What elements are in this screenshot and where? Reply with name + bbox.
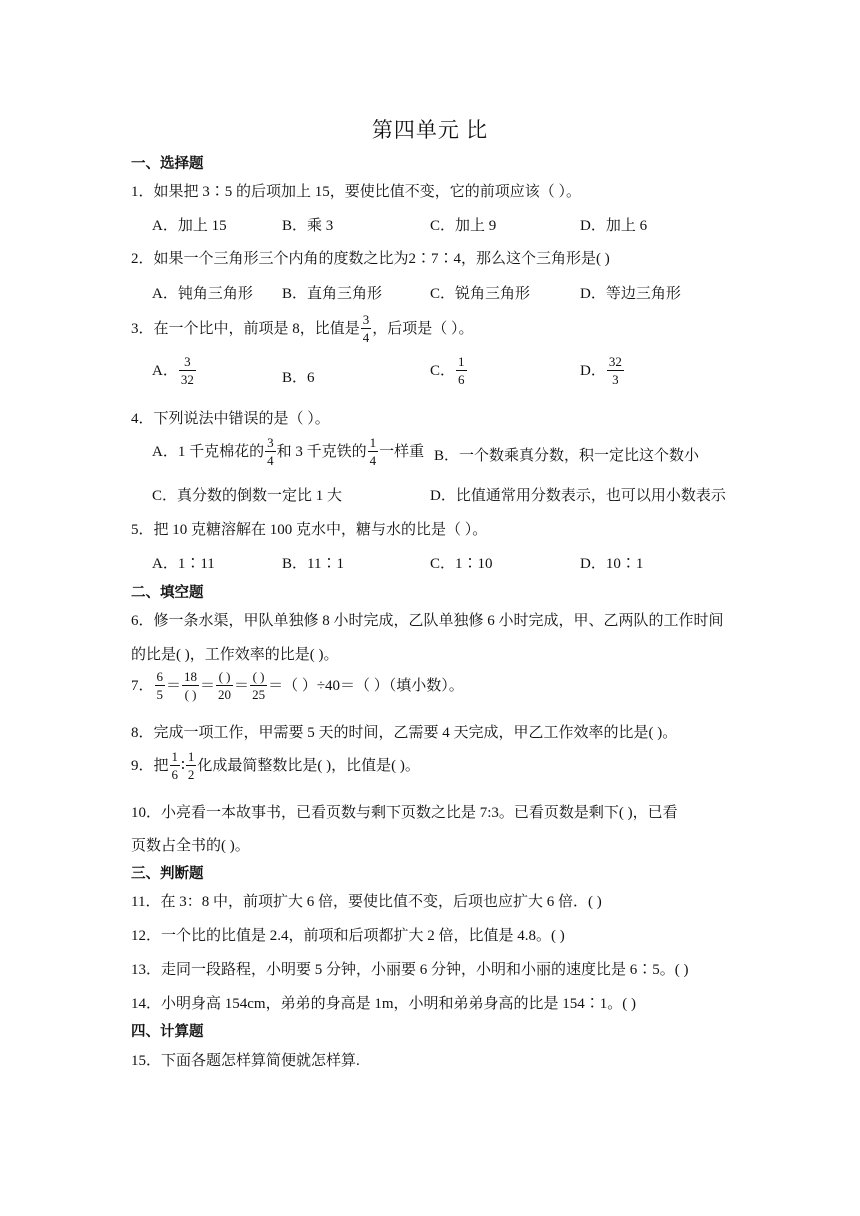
q3-option-b: B．6	[282, 370, 315, 386]
q7-f4-numerator-blank: ( )	[250, 670, 267, 686]
q7-f4-denominator: 25	[252, 687, 266, 702]
q7-fraction-2	[182, 670, 199, 701]
section-heading-choice: 一、选择题	[131, 156, 204, 172]
q7-f3-numerator-blank: ( )	[216, 670, 233, 686]
q4-option-a-fraction-2	[368, 436, 379, 467]
question-13: 13．走同一段路程，小明要 5 分钟，小丽要 6 分钟，小明和小丽的速度比是 6∶5。( )	[131, 962, 689, 978]
q9-fraction-1	[170, 750, 181, 781]
section-heading-judge: 三、判断题	[131, 866, 204, 882]
question-2: 2．如果一个三角形三个内角的度数之比为2∶7∶4，那么这个三角形是( )	[131, 251, 610, 267]
q7-tail: ＝（ ）÷40＝（ ）（填小数）。	[268, 677, 464, 694]
q4-option-a-mid: 和 3 千克铁的	[276, 443, 367, 460]
q2-option-b: B．直角三角形	[282, 286, 383, 302]
q5-option-d: D．10∶1	[580, 556, 644, 572]
q3-option-c-fraction	[456, 355, 467, 386]
q4-option-a-denominator-2: 4	[369, 453, 377, 468]
q3-option-a	[152, 356, 197, 387]
section-heading-calc: 四、计算题	[131, 1024, 204, 1040]
q5-option-c: C．1∶10	[430, 556, 493, 572]
q4-option-a-fraction-1	[265, 436, 276, 467]
question-11: 11．在 3：8 中，前项扩大 6 倍，要使比值不变，后项也应扩大 6 倍．( )	[131, 894, 602, 910]
q7-f3-denominator: 20	[218, 687, 232, 702]
q7-equals-1: ＝	[166, 677, 182, 694]
q3-option-c-label: C．	[430, 362, 456, 379]
q4-option-a-post: 一样重	[379, 443, 425, 460]
q3-fraction-numerator: 3	[362, 312, 370, 327]
q3-option-a-numerator: 3	[179, 355, 196, 371]
q7-label: 7．	[131, 677, 154, 694]
q4-option-a-numerator-2: 1	[369, 435, 377, 450]
q1-option-a: A．加上 15	[152, 218, 227, 234]
q3-option-d-fraction	[607, 355, 624, 386]
question-4: 4．下列说法中错误的是（ ）。	[131, 411, 330, 427]
q3-fraction	[361, 313, 372, 344]
q4-option-a-denominator-1: 4	[267, 453, 274, 468]
q3-option-a-fraction	[179, 355, 196, 386]
q3-option-c	[430, 356, 468, 387]
q4-option-a	[152, 437, 424, 468]
q9-f2-numerator: 1	[187, 749, 195, 764]
q3-option-d-denominator: 3	[612, 372, 619, 387]
q3-option-c-numerator: 1	[458, 354, 465, 369]
question-5: 5．把 10 克糖溶解在 100 克水中，糖与水的比是（ ）。	[131, 522, 488, 538]
question-7	[131, 671, 464, 702]
q7-fraction-4	[250, 670, 267, 701]
question-10-line-2: 页数占全书的( )。	[131, 838, 250, 854]
q9-fraction-2	[186, 750, 197, 781]
q4-option-a-pre: A．1 千克棉花的	[152, 443, 265, 460]
q2-option-c: C．锐角三角形	[430, 286, 531, 302]
q7-f2-numerator: 18	[184, 669, 198, 684]
q1-option-b: B．乘 3	[282, 218, 334, 234]
q3-fraction-denominator: 4	[362, 330, 370, 345]
q3-stem-post: ，后项是（ ）。	[372, 320, 474, 337]
question-6-line-1: 6．修一条水渠，甲队单独修 8 小时完成，乙队单独修 6 小时完成，甲、乙两队的工作时间	[131, 613, 724, 629]
q7-fraction-3	[216, 670, 233, 701]
question-15: 15．下面各题怎样算简便就怎样算.	[131, 1053, 360, 1069]
question-10-line-1: 10．小亮看一本故事书，已看页数与剩下页数之比是 7:3。已看页数是剩下( )，已看	[131, 805, 678, 821]
question-6-line-2: 的比是( )，工作效率的比是( )。	[131, 647, 339, 663]
q9-post: 化成最简整数比是( )，比值是( )。	[197, 757, 420, 774]
q4-option-a-numerator-1: 3	[267, 435, 274, 450]
q1-option-d: D．加上 6	[580, 218, 648, 234]
question-14: 14．小明身高 154cm，弟弟的身高是 1m，小明和弟弟身高的比是 154∶1。( )	[131, 996, 636, 1012]
question-12: 12．一个比的比值是 2.4，前项和后项都扩大 2 倍，比值是 4.8。( )	[131, 928, 565, 944]
q3-option-d-numerator: 32	[608, 354, 622, 369]
q4-option-b: B．一个数乘真分数，积一定比这个数小	[434, 448, 700, 464]
q7-f1-denominator: 5	[156, 687, 164, 702]
q3-option-d	[580, 356, 625, 387]
q7-f1-numerator: 6	[156, 669, 164, 684]
q7-equals-2: ＝	[200, 677, 216, 694]
question-8: 8．完成一项工作，甲需要 5 天的时间，乙需要 4 天完成，甲乙工作效率的比是( )。	[131, 725, 678, 741]
q3-option-c-denominator: 6	[458, 372, 465, 387]
q9-f1-denominator: 6	[171, 767, 179, 782]
page-title: 第四单元 比	[371, 118, 489, 142]
section-heading-fill: 二、填空题	[131, 585, 204, 601]
q3-option-a-label: A．	[152, 362, 178, 379]
q4-option-d: D．比值通常用分数表示，也可以用小数表示	[430, 488, 726, 504]
question-3	[131, 314, 474, 345]
question-1: 1．如果把 3∶5 的后项加上 15，要使比值不变，它的前项应该（ ）。	[131, 184, 582, 200]
q9-f1-numerator: 1	[171, 749, 179, 764]
q9-colon: ∶	[181, 757, 185, 774]
q2-option-a: A．钝角三角形	[152, 286, 253, 302]
question-9	[131, 751, 420, 782]
q3-option-a-denominator: 32	[180, 372, 194, 387]
q7-equals-3: ＝	[234, 677, 250, 694]
q5-option-a: A．1∶11	[152, 556, 215, 572]
q7-fraction-1	[155, 670, 166, 701]
q9-f2-denominator: 2	[187, 767, 195, 782]
q7-f2-denominator-blank: ( )	[184, 687, 197, 702]
q5-option-b: B．11∶1	[282, 556, 344, 572]
q1-option-c: C．加上 9	[430, 218, 497, 234]
q4-option-c: C．真分数的倒数一定比 1 大	[152, 488, 343, 504]
q2-option-d: D．等边三角形	[580, 286, 681, 302]
q3-option-d-label: D．	[580, 362, 606, 379]
q3-stem-pre: 3．在一个比中，前项是 8，比值是	[131, 320, 360, 337]
q9-pre: 9．把	[131, 757, 169, 774]
